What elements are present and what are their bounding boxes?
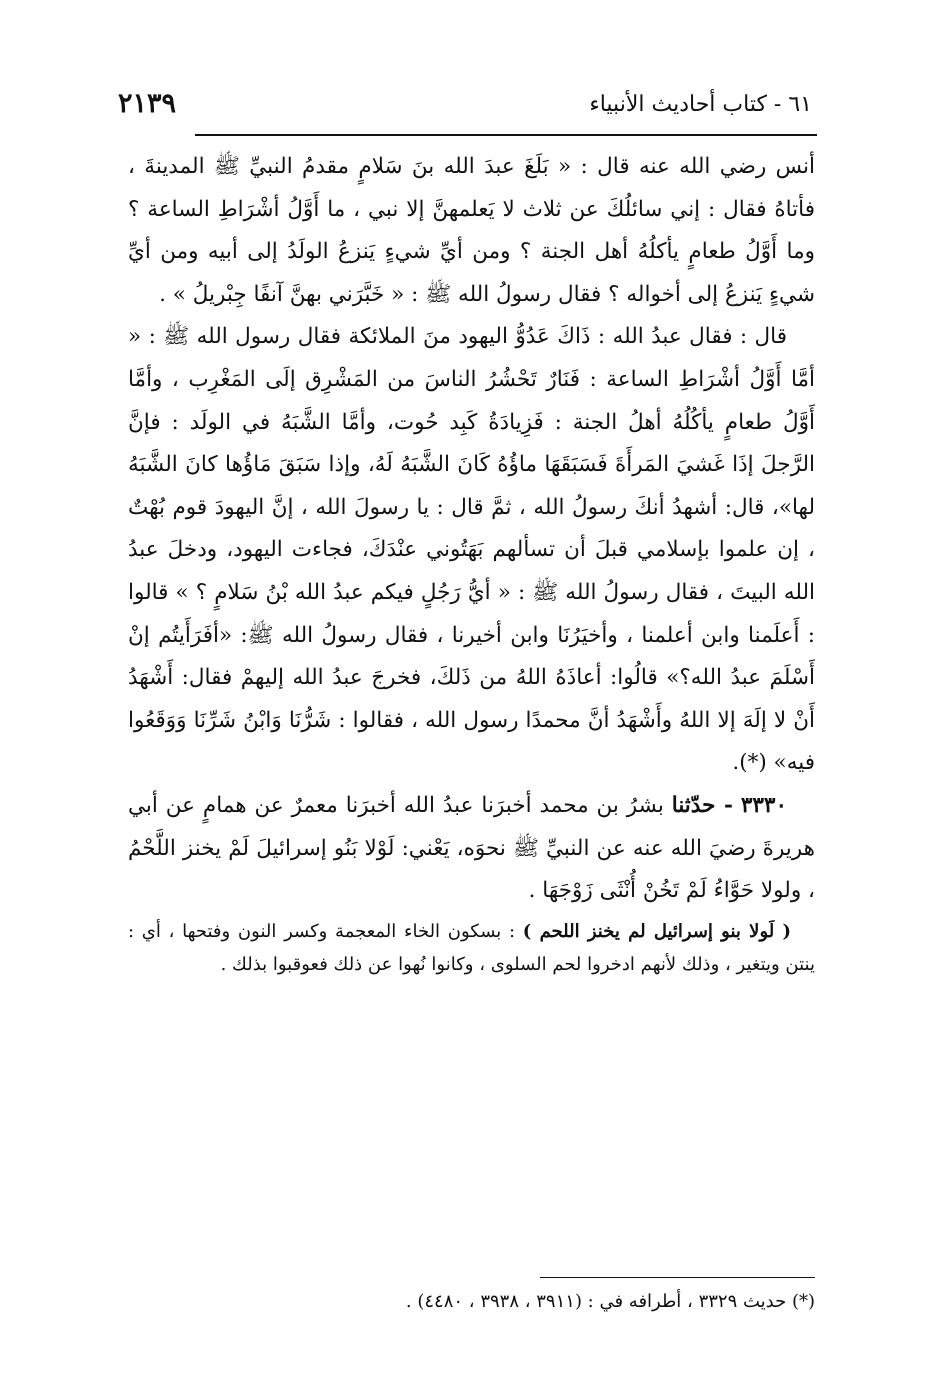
hadith-3330 <box>128 785 815 913</box>
chapter-title: ٦١ - كتاب أحاديث الأنبياء <box>589 92 812 117</box>
commentary <box>128 915 815 981</box>
commentary-text: : بسكون الخاء المعجمة وكسر النون وفتحها ، أي : ينتن ويتغير ، وذلك لأنهم ادخروا لحم السلوى ، وكانوا نُهوا عن ذلك فعوقبوا بذلك . <box>128 920 815 975</box>
page-number: ٢١٣٩ <box>118 88 177 119</box>
hadith-3330-text: بشرُ بن محمد أخبرَنا عبدُ الله أخبرَنا معمرٌ عن همامٍ عن أبي هريرةَ رضيَ الله عنه عن النبيِّ ﷺ نحوَه، يَعْني: لَوْلا بَنُو إسرائيلَ لَمْ يخنز اللَّحْمُ ، ولولا حَوَّاءُ لَمْ تَخُنْ أُنْثَى زَوْجَهَا . <box>128 792 815 904</box>
footnote-rule <box>540 1277 815 1278</box>
hadith-text-continued: أنس رضي الله عنه قال : « بَلَغَ عبدَ الله بنَ سَلامٍ مقدمُ النبيِّ ﷺ المدينةَ ، فأتاهُ فقال : إني سائلُكَ عن ثلاث لا يَعلمهنَّ إلا نبي ، ما أَوَّلُ أشْرَاطِ الساعة ؟ وما أَوَّلُ طعامٍ يأكلُهُ أهل الجنة ؟ ومن أيِّ شيءٍ يَنزعُ الولَدُ إلى أبيه ومن أيِّ شيءٍ يَنزعُ إلى أخواله ؟ فقال رسولُ الله ﷺ : « خَبَّرَني بهنَّ آنفًا جِبْريلُ » . <box>128 154 815 307</box>
header-rule <box>195 134 817 136</box>
commentary-heading: ( لَولا بنو إسرائيل لم يخنز اللحم ) <box>522 920 791 942</box>
hadith-lead-word: - حدّثنا <box>671 792 733 818</box>
hadith-text-paragraph: قال : فقال عبدُ الله : ذَاكَ عَدُوُّ اليهود منَ الملائكة فقال رسول الله ﷺ : « أمَّا أَوَّلُ أشْرَاطِ الساعة : فَنَارٌ تَحْشُرُ الناسَ من المَشْرِق إلَى المَغْرِب ، وأمَّا أَوَّلُ طعامٍ يأكُلُهُ أهلُ الجنة : فَزِيادَةُ كَبِد حُوت، وأمَّا الشَّبَهُ في الولَد : فإنَّ الرَّجلَ إذَا غَشيَ المَرأَةَ فَسَبَقَهَا ماؤُهُ كَانَ الشَّبَهُ لَهُ، وإذا سَبَقَ مَاؤُها كانَ الشَّبَهُ لها»، قال: أشهدُ أنكَ رسولُ الله ، ثمَّ قال : يا رسولَ الله ، إنَّ اليهودَ قوم بُهْتٌ ، إن علموا بإسلامي قبلَ أن تسألهم بَهَتُوني عنْدَكَ، فجاءت اليهود، ودخلَ عبدُ الله البيتَ ، فقال رسولُ الله ﷺ : « أيُّ رَجُلٍ فيكم عبدُ الله بْنُ سَلامٍ ؟ » قالوا : أَعلَمنا وابن أعلمنا ، وأخيَرُنَا وابن أخيرنا ، فقال رسولُ الله ﷺ: «أفَرَأَيتُم إنْ أَسْلَمَ عبدُ الله؟» قالُوا: أعاذَهُ اللهُ من ذَلكَ، فخرجَ عبدُ الله إليهمْ فقال: أَشْهَدُ أَنْ لا إلَهَ إلا اللهُ وأَشْهَدُ أنَّ محمدًا رسول الله ، فقالوا : شَرُّنَا وَابْنُ شَرِّنَا وَوَقَعُوا فيه» (*). <box>128 324 815 776</box>
main-text <box>128 146 815 981</box>
hadith-number: ٣٣٣٠ <box>740 792 788 818</box>
page-header <box>118 88 812 128</box>
footnote: (*) حديث ٣٣٢٩ ، أطرافه في : (٣٩١١ ، ٣٩٣٨ ، ٤٤٨٠) . <box>405 1291 815 1312</box>
